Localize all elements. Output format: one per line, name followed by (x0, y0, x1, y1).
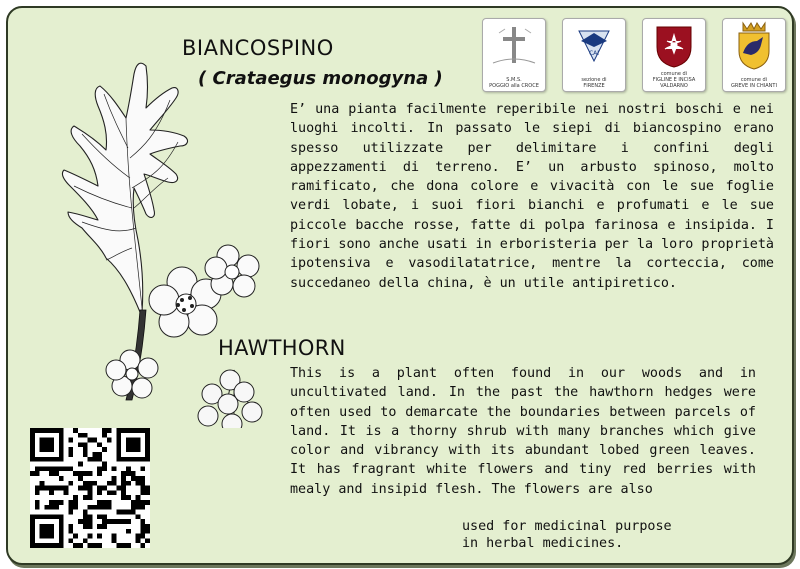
info-panel (6, 6, 794, 565)
logo-caption: comune di FIGLINE E INCISA VALDARNO (652, 71, 696, 89)
berries-icon (198, 370, 262, 428)
svg-text:CAI: CAI (588, 50, 600, 57)
logo-figline-incisa (642, 18, 706, 92)
logo-caption: comune di GREVE IN CHIANTI (731, 77, 777, 89)
description-english-tail: used for medicinal purpose in herbal medicines. (462, 519, 672, 551)
description-english: This is a plant often found in our woods and in uncultivated land. In the past the hawthorn hedges were often used to demarcate the boundaries between parcels of land. It is a thorny shrub with many branches which give color and vibrancy with its abundant lobed green leaves. It has fragrant white flowers and tiny red berries with mealy and insipid flesh. The flowers are also (290, 366, 756, 497)
title-english: HAWTHORN (218, 336, 346, 360)
qr-code-icon[interactable] (30, 428, 150, 548)
logo-cai-firenze (562, 18, 626, 92)
logo-caption: sezione di FIRENZE (581, 77, 607, 89)
logo-caption: S.M.S. POGGIO alla CROCE (489, 77, 539, 89)
flower-icon (106, 350, 158, 398)
logo-sms-poggio (482, 18, 546, 92)
horse-crest-icon (723, 19, 785, 71)
title-italian: BIANCOSPINO (182, 36, 334, 60)
cai-eagle-icon (563, 19, 625, 71)
lily-shield-icon (643, 19, 705, 71)
logo-greve-chianti (722, 18, 786, 92)
subtitle-scientific-name: ( Crataegus monogyna ) (198, 68, 443, 89)
cross-icon (483, 19, 545, 71)
description-italian: E’ una pianta facilmente reperibile nei nostri boschi e nei luoghi incolti. In passato le siepi di biancospino erano spesso utilizzate per delimitare i confini degli appezzamenti di terreno. E’ un arbusto spinoso, molto ramificato, che dona colore e vivacità con le sue foglie verdi lobate, i suoi fiori bianchi e profumati e le sue piccole bacche rosse, fatte di polpa farinosa e insipida. I fiori sono anche usati in erboristeria per la loro proprietà ipotensiva e vasodilatatrice, mentre la corteccia, come succedaneo della china, è un utile antipiretico. (290, 102, 774, 291)
logo-row (482, 18, 782, 94)
flower-icon (205, 245, 259, 297)
